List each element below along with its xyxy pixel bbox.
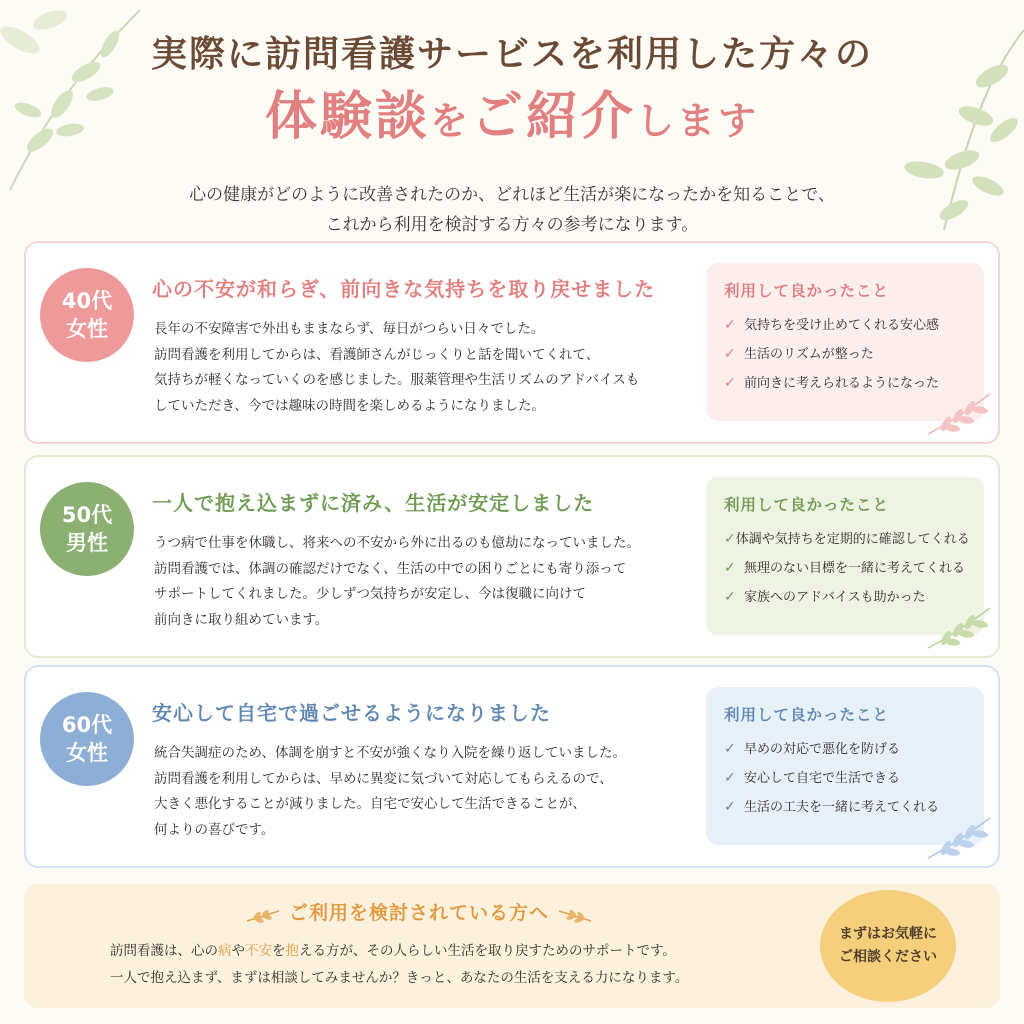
body-line: 統合失調症のため、体調を崩すと不安が強くなり入院を繰り返していました。	[154, 745, 626, 761]
check-icon: ✓	[724, 346, 736, 362]
body-line: 前向きに取り組めています。	[154, 611, 329, 628]
page-title-line2	[0, 84, 1024, 162]
consult-line2: ご相談ください	[839, 949, 937, 965]
benefit-text: 気持ちを受け止めてくれる安心感	[744, 318, 940, 333]
benefit-text: 生活のリズムが整った	[744, 347, 874, 362]
age-badge	[40, 692, 134, 786]
testimonial-body	[154, 741, 704, 843]
check-icon: ✓	[724, 799, 736, 815]
intro-text	[0, 180, 1024, 240]
consult-badge[interactable]	[820, 890, 956, 1002]
footer-text-segment: える方が、その人らしい生活を取り戻すためのサポートです。	[299, 943, 676, 959]
benefits-title: 利用して良かったこと	[724, 706, 890, 724]
testimonial-body	[154, 531, 704, 633]
benefit-text: 家族へのアドバイスも助かった	[744, 590, 926, 605]
footer-highlight: 不安	[245, 943, 272, 959]
leaf-sprig-icon	[924, 812, 994, 862]
leaf-sprig-icon	[924, 388, 994, 438]
body-line: 気持ちが軽くなっていくのを感じました。服薬管理や生活リズムのアドバイスも	[154, 372, 640, 388]
footer-text-segment: や	[231, 943, 245, 959]
benefit-item	[724, 735, 966, 764]
wheat-icon	[245, 907, 281, 923]
footer-line1	[110, 938, 810, 965]
footer-consultation-section	[24, 884, 1000, 1008]
testimonial-body	[154, 317, 704, 419]
check-icon: ✓	[724, 741, 736, 757]
footer-text-segment: 訪問看護は、心の	[110, 943, 218, 959]
benefit-text: 体調や気持ちを定期的に確認してくれる	[735, 532, 970, 547]
body-line: 何よりの喜びです。	[154, 821, 275, 838]
testimonial-card-60s-female	[24, 665, 1000, 868]
benefit-text: 生活の工夫を一緒に考えてくれる	[744, 800, 940, 815]
page-title-line1: 実際に訪問看護サービスを利用した方々の	[150, 34, 873, 75]
title-part-taikendan: 体験談	[264, 87, 430, 147]
testimonial-heading: 安心して自宅で過ごせるようになりました	[152, 701, 551, 725]
benefit-text: 早めの対応で悪化を防げる	[744, 742, 901, 757]
benefit-text: 前向きに考えられるようになった	[744, 376, 940, 391]
gender-label: 男性	[66, 531, 108, 555]
check-icon: ✓	[724, 589, 736, 605]
body-line: 訪問看護を利用してからは、看護師さんがじっくりと話を聞いてくれて、	[154, 346, 600, 363]
testimonial-heading: 一人で抱え込まずに済み、生活が安定しました	[152, 491, 595, 515]
benefit-item	[724, 311, 966, 340]
body-line: 訪問看護では、体調の確認だけでなく、生活の中での困りごとにも寄り添って	[154, 560, 627, 577]
title-part-shimasu: します	[636, 99, 760, 143]
benefit-item	[724, 340, 966, 369]
consult-line1: まずはお気軽に	[839, 926, 937, 942]
testimonial-card-40s-female	[24, 241, 1000, 444]
body-line: 大きく悪化することが減りました。自宅で安心して生活できることが、	[154, 796, 586, 812]
testimonial-heading: 心の不安が和らぎ、前向きな気持ちを取り戻せました	[152, 277, 656, 301]
benefit-item	[724, 525, 970, 554]
benefit-text: 安心して自宅で生活できる	[744, 771, 901, 786]
testimonial-card-50s-male	[24, 455, 1000, 658]
footer-line2: 一人で抱え込まず、まずは相談してみませんか？きっと、あなたの生活を支える力になります。	[110, 970, 689, 986]
benefits-title: 利用して良かったこと	[724, 282, 890, 300]
footer-text-segment: を	[272, 943, 286, 959]
body-line: 長年の不安障害で外出もままならず、毎日がつらい日々でした。	[154, 321, 545, 337]
benefit-item	[724, 554, 966, 583]
intro-line2: これから利用を検討する方々の参考になります。	[325, 215, 699, 235]
age-label: 60代	[61, 713, 113, 737]
title-part-goshoukai: ご紹介	[471, 87, 637, 147]
leaf-sprig-icon	[924, 602, 994, 652]
body-line: サポートしてくれました。少しずつ気持ちが安定し、今は復職に向けて	[154, 586, 586, 602]
check-icon: ✓	[724, 770, 736, 786]
wheat-icon	[557, 907, 593, 923]
benefit-text: 無理のない目標を一緒に考えてくれる	[744, 561, 966, 576]
benefit-item	[724, 764, 966, 793]
age-label: 40代	[61, 289, 113, 313]
age-badge	[40, 482, 134, 576]
check-icon: ✓	[724, 375, 736, 391]
footer-title-row	[24, 898, 814, 925]
intro-line1: 心の健康がどのように改善されたのか、どれほど生活が楽になったかを知ることで、	[189, 185, 835, 205]
gender-label: 女性	[66, 741, 108, 765]
footer-highlight: 病	[218, 943, 232, 959]
page-header	[0, 28, 1024, 240]
benefits-title: 利用して良かったこと	[724, 496, 890, 514]
body-line: していただき、今では趣味の時間を楽しめるようになりました。	[154, 397, 545, 414]
footer-text	[110, 938, 810, 992]
check-icon: ✓	[724, 317, 736, 333]
footer-title: ご利用を検討されている方へ	[288, 902, 549, 924]
check-icon: ✓	[724, 560, 736, 576]
body-line: 訪問看護を利用してからは、早めに異変に気づいて対応してもらえるので、	[154, 770, 613, 787]
check-icon: ✓	[724, 531, 736, 547]
title-part-wo: を	[429, 99, 471, 143]
age-label: 50代	[61, 503, 113, 527]
age-badge	[40, 268, 134, 362]
footer-highlight: 抱	[285, 943, 299, 959]
body-line: うつ病で仕事を休職し、将来への不安から外に出るのも億劫になっていました。	[154, 535, 640, 551]
gender-label: 女性	[66, 317, 108, 341]
